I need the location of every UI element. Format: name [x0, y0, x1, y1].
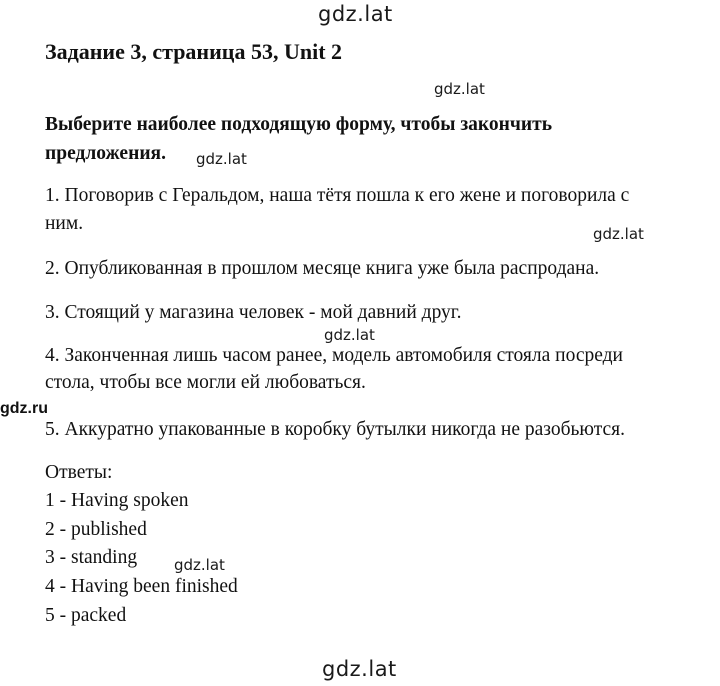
page-title: Задание 3, страница 53, Unit 2 [45, 39, 343, 64]
answers-heading: Ответы: [45, 462, 113, 483]
watermark-top: gdz.lat [318, 2, 393, 26]
watermark-side: gdz.ru [0, 400, 48, 417]
answer-2: 2 - published [45, 519, 147, 540]
instruction-line-1: Выберите наиболее подходящую форму, чтобы закончить [45, 114, 552, 135]
watermark: gdz.lat [174, 556, 225, 574]
watermark: gdz.lat [324, 326, 375, 344]
sentence-3: 3. Стоящий у магазина человек - мой давний друг. [45, 302, 462, 323]
sentence-4-line-2: стола, чтобы все могли ей любоваться. [45, 372, 366, 393]
watermark-bottom: gdz.lat [322, 657, 397, 681]
sentence-5: 5. Аккуратно упакованные в коробку бутылки никогда не разобьются. [45, 419, 625, 440]
instruction-line-2: предложения. [45, 143, 166, 164]
sentence-2: 2. Опубликованная в прошлом месяце книга уже была распродана. [45, 258, 600, 279]
answer-3: 3 - standing [45, 547, 138, 568]
answer-5: 5 - packed [45, 605, 127, 626]
sentence-4-line-1: 4. Законченная лишь часом ранее, модель автомобиля стояла посреди [45, 345, 623, 366]
watermark: gdz.lat [196, 150, 247, 168]
answer-4: 4 - Having been finished [45, 576, 238, 597]
answer-1: 1 - Having spoken [45, 490, 189, 511]
watermark: gdz.lat [434, 80, 485, 98]
sentence-1-line-2: ним. [45, 213, 84, 234]
watermark: gdz.lat [593, 225, 644, 243]
sentence-1-line-1: 1. Поговорив с Геральдом, наша тётя пошла к его жене и поговорила с [45, 185, 630, 206]
